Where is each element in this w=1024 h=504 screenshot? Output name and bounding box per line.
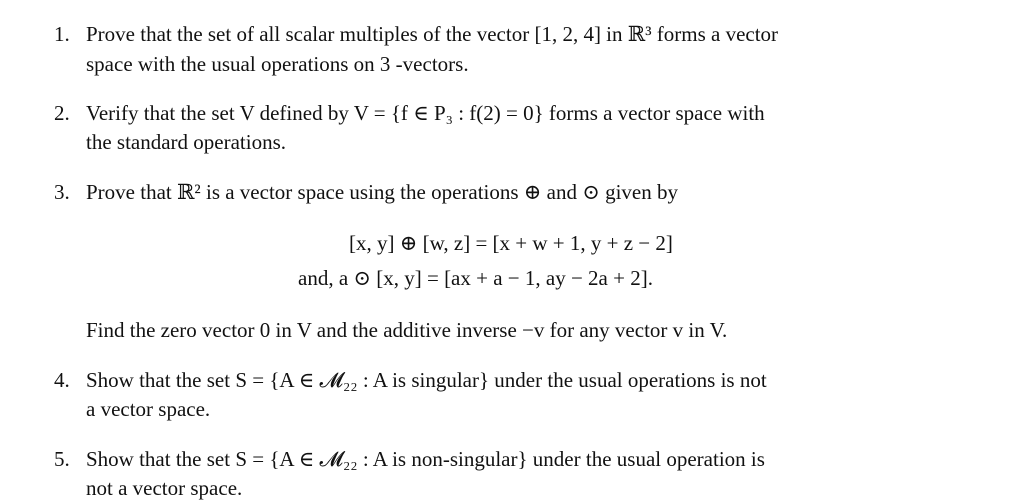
problem-number: 5. <box>54 447 70 471</box>
problem-text-line: Verify that the set V defined by V = {f ∈ P₃ : f(2) = 0} forms a vector space with <box>86 101 765 125</box>
problem-number: 2. <box>54 101 70 125</box>
problem-text-line: space with the usual operations on 3 -vectors. <box>86 52 469 76</box>
problem-text-line: Prove that the set of all scalar multiples of the vector [1, 2, 4] in ℝ³ forms a vector <box>86 22 779 46</box>
problem-number: 3. <box>54 180 70 204</box>
problem-number: 4. <box>54 368 70 392</box>
problem-text-line: Show that the set S = {A ∈ 𝓜₂₂ : A is singular} under the usual operations is not <box>86 368 767 392</box>
problem-text-line: not a vector space. <box>86 476 243 500</box>
problem-text-line: Show that the set S = {A ∈ 𝓜₂₂ : A is non-singular} under the usual operation is <box>86 447 765 471</box>
problem-text-line: Prove that ℝ² is a vector space using the operations ⊕ and ⊙ given by <box>86 180 678 204</box>
problem-3-note: Find the zero vector 0 in V and the additive inverse −v for any vector v in V. <box>86 318 728 342</box>
equation-vector-addition: [x, y] ⊕ [w, z] = [x + w + 1, y + z − 2] <box>349 231 673 255</box>
problem-text-line: the standard operations. <box>86 130 287 154</box>
problem-number: 1. <box>54 22 70 46</box>
equation-scalar-multiplication: and, a ⊙ [x, y] = [ax + a − 1, ay − 2a + 2]. <box>298 266 653 290</box>
problem-text-line: a vector space. <box>86 397 211 421</box>
